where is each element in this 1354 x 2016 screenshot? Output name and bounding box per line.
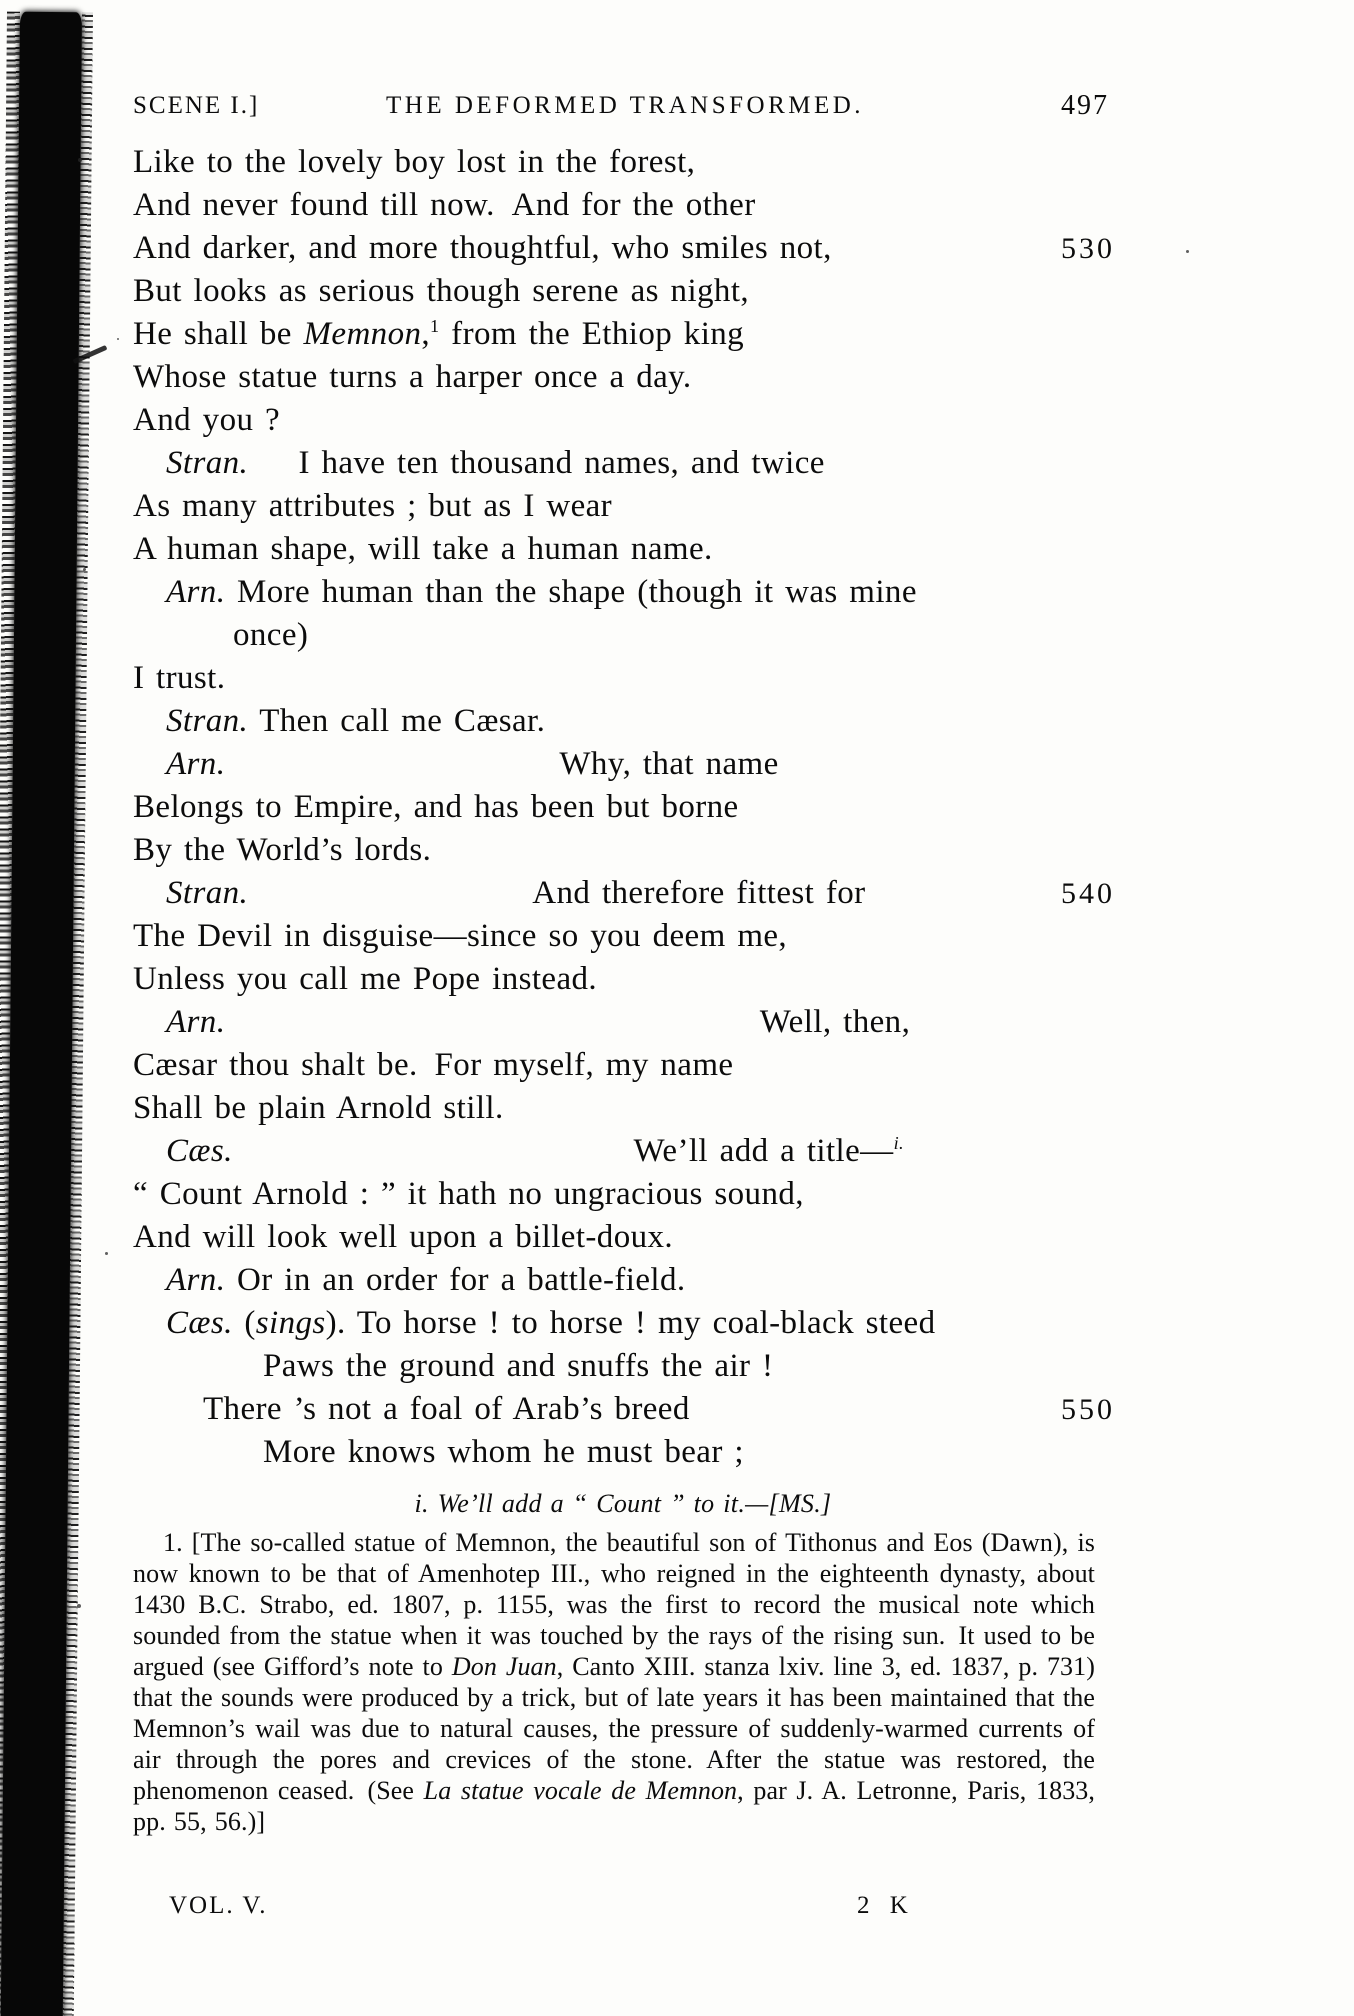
verse-text — [133, 141, 1115, 1474]
text-segment: And therefore fittest for — [248, 875, 866, 911]
text-segment: , Canto XIII. stanza lxiv. line 3, ed. 1837, p. 731) that the sounds were produced by a trick, but of late years it has been maintained that the Memnon’s wail was due to natural causes, the pressure of suddenly-warmed currents of air through the pores and crevices of the stone. After the statue was restored, the phenomenon ceased. (See — [133, 1652, 1096, 1805]
text-segment: A human shape, will take a human name. — [133, 531, 713, 567]
indent-spacer — [133, 1461, 263, 1462]
text-segment-italic: Memnon — [303, 316, 422, 352]
verse-line-number: 530 — [1061, 232, 1115, 265]
text-segment-italic: Stran. — [166, 875, 249, 911]
verse-line — [133, 657, 935, 700]
page-header — [133, 92, 1163, 128]
text-segment: from the Ethiop king — [439, 316, 745, 352]
scan-speck — [1186, 250, 1189, 253]
binding-shadow — [1, 12, 82, 2016]
verse-line — [133, 1216, 935, 1259]
text-segment-italic: Cæs. — [166, 1133, 233, 1169]
verse-line — [133, 1345, 935, 1388]
verse-line-number: 540 — [1061, 877, 1115, 910]
verse-line — [133, 829, 935, 872]
verse-line — [133, 1388, 1115, 1431]
scene-label: SCENE I.] — [133, 92, 260, 119]
text-segment: Belongs to Empire, and has been but borne — [133, 789, 739, 825]
text-segment: And darker, and more thoughtful, who smiles not, — [133, 230, 832, 266]
text-segment: More human than the shape (though it was mine — [225, 574, 917, 610]
text-segment-italic: Don Juan — [451, 1652, 557, 1681]
text-segment: Shall be plain Arnold still. — [133, 1090, 504, 1126]
text-segment-italic: i. — [893, 1133, 904, 1153]
verse-line — [133, 184, 935, 227]
text-segment: 1 — [430, 316, 440, 336]
text-segment: And will look well upon a billet-doux. — [133, 1219, 674, 1255]
text-segment: “ Count Arnold : ” it hath no ungracious sound, — [133, 1176, 804, 1212]
variant-note-text: i. We’ll add a “ Count ” to it.—[MS.] — [414, 1489, 832, 1518]
verse-line — [133, 1173, 935, 1216]
text-segment: once) — [233, 617, 309, 653]
verse-line — [133, 571, 935, 614]
verse-line — [133, 1130, 935, 1173]
text-segment: More knows whom he must bear ; — [263, 1434, 744, 1470]
text-segment: ( — [232, 1305, 256, 1341]
verse-line — [133, 614, 935, 657]
verse-line — [133, 1044, 935, 1087]
page-number: 497 — [1061, 90, 1109, 121]
indent-spacer — [133, 1160, 166, 1161]
indent-spacer — [133, 601, 166, 602]
text-segment-italic: Stran. — [166, 445, 249, 481]
text-segment: There ’s not a foal of Arab’s breed — [203, 1391, 690, 1427]
text-segment-italic: Arn. — [166, 1004, 226, 1040]
volume-label: VOL. V. — [169, 1892, 268, 1919]
indent-spacer — [133, 1332, 166, 1333]
scan-speck — [117, 338, 119, 340]
indent-spacer — [133, 472, 166, 473]
verse-line — [133, 1001, 935, 1044]
text-segment: Or in an order for a battle-field. — [225, 1262, 686, 1298]
text-segment: Paws the ground and snuffs the air ! — [263, 1348, 774, 1384]
indent-spacer — [133, 902, 166, 903]
text-segment: ). To horse ! to horse ! my coal-black steed — [325, 1305, 936, 1341]
text-segment: , par J. A. Letronne, Paris, 1833, pp. 55, 56.)] — [133, 1776, 1095, 1836]
verse-line — [133, 915, 935, 958]
verse-line — [133, 442, 935, 485]
scan-speck — [78, 158, 82, 162]
text-segment-italic: Cæs. — [166, 1305, 233, 1341]
indent-spacer — [133, 1031, 166, 1032]
text-segment: We’ll add a title— — [232, 1133, 894, 1169]
text-segment: As many attributes ; but as I wear — [133, 488, 613, 524]
text-segment: Whose statue turns a harper once a day. — [133, 359, 692, 395]
text-segment: Why, that name — [225, 746, 779, 782]
variant-note — [133, 1489, 1113, 1519]
text-segment-italic: Arn. — [166, 1262, 226, 1298]
verse-line — [133, 141, 935, 184]
verse-line — [133, 958, 935, 1001]
text-segment: He shall be — [133, 316, 304, 352]
verse-line — [133, 485, 935, 528]
text-segment: Well, then, — [225, 1004, 911, 1040]
text-segment: Like to the lovely boy lost in the forest, — [133, 144, 696, 180]
verse-line — [133, 1431, 935, 1474]
verse-line — [133, 700, 935, 743]
footnote-text — [133, 1527, 1095, 1837]
page-content — [133, 0, 1163, 2016]
text-segment: I have ten thousand names, and twice — [248, 445, 825, 481]
verse-line — [133, 872, 1115, 915]
verse-line — [133, 399, 935, 442]
verse-line — [133, 528, 935, 571]
text-segment-italic: Arn. — [166, 574, 226, 610]
text-segment-italic: Arn. — [166, 746, 226, 782]
text-segment-italic: Stran. — [166, 703, 249, 739]
text-segment: But looks as serious though serene as night, — [133, 273, 750, 309]
text-segment: Then call me Cæsar. — [248, 703, 546, 739]
text-segment: 1. [The so-called statue of Memnon, the beautiful son of Tithonus and Eos (Dawn), is now known to be that of Amenhotep III., who reigned in the eighteenth dynasty, about 1430 B.C. Strabo, ed. 1807, p. 1155, was the first to record the musical note which sounded from the statue when it was touched by the rays of the rising sun. It used to be argued (see Gifford’s note to — [133, 1528, 1095, 1681]
running-title: THE DEFORMED TRANSFORMED. — [386, 92, 865, 119]
text-segment: I trust. — [133, 660, 226, 696]
verse-line-number: 550 — [1061, 1393, 1115, 1426]
verse-line — [133, 227, 1115, 270]
text-segment: Cæsar thou shalt be. For myself, my name — [133, 1047, 734, 1083]
text-segment-italic: La statue vocale de Memnon — [423, 1776, 738, 1805]
indent-spacer — [133, 773, 166, 774]
indent-spacer — [133, 1418, 203, 1419]
text-segment: And you ? — [133, 402, 281, 438]
scan-speck — [83, 568, 86, 571]
scan-speck — [77, 1604, 81, 1608]
verse-line — [133, 1259, 935, 1302]
verse-line — [133, 270, 935, 313]
verse-line — [133, 1087, 935, 1130]
verse-line — [133, 356, 935, 399]
text-segment: And never found till now. And for the other — [133, 187, 756, 223]
indent-spacer — [133, 644, 233, 645]
signature-mark: 2 K — [857, 1892, 915, 1919]
verse-line — [133, 1302, 935, 1345]
text-segment-italic: sings — [255, 1305, 326, 1341]
indent-spacer — [133, 1289, 166, 1290]
text-segment: , — [421, 316, 431, 352]
page-footer — [133, 1892, 1095, 1926]
text-segment: By the World’s lords. — [133, 832, 432, 868]
footnote — [133, 1527, 1095, 1837]
indent-spacer — [133, 1375, 263, 1376]
text-segment: The Devil in disguise—since so you deem me, — [133, 918, 788, 954]
verse-line — [133, 313, 935, 356]
verse-line — [133, 743, 935, 786]
scan-speck — [105, 1252, 108, 1255]
text-segment: Unless you call me Pope instead. — [133, 961, 598, 997]
verse-line — [133, 786, 935, 829]
indent-spacer — [133, 730, 166, 731]
